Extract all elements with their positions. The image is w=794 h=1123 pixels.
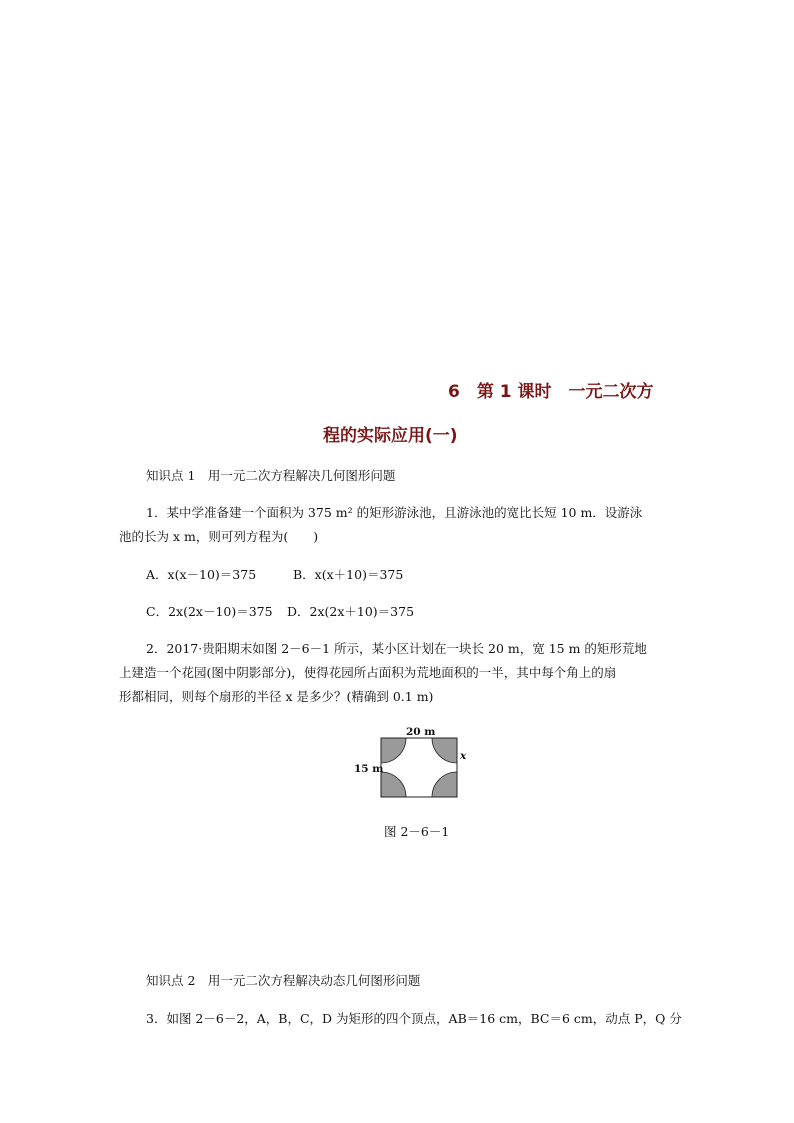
question-2-line1: 2．2017·贵阳期末如图 2－6－1 所示，某小区计划在一块长 20 m，宽 15 m 的矩形荒地	[146, 641, 647, 656]
corner-sector-bottom-left	[381, 772, 406, 797]
corner-sector-top-left	[381, 738, 406, 763]
question-2-line2: 上建造一个花园(图中阴影部分)，使得花园所占面积为荒地面积的一半，其中每个角上的扇	[119, 665, 617, 680]
question-1-line2: 池的长为 x m，则可列方程为( )	[119, 529, 319, 544]
figure-radius-label: x	[460, 750, 467, 762]
lesson-title-line2: 程的实际应用(一)	[323, 426, 458, 446]
question-1-option-c: C．2x(2x－10)＝375	[146, 604, 273, 619]
question-1-option-d: D．2x(2x＋10)＝375	[287, 604, 415, 619]
figure-width-label: 15 m	[354, 763, 384, 775]
question-1-option-b: B．x(x＋10)＝375	[293, 567, 404, 582]
lesson-title-line1: 6 第 1 课时 一元二次方	[448, 382, 654, 402]
question-3-line1: 3．如图 2－6－2，A，B，C，D 为矩形的四个顶点，AB＝16 cm，BC＝6 cm，动点 P，Q 分	[146, 1011, 682, 1026]
question-1-line1: 1．某中学准备建一个面积为 375 m² 的矩形游泳池，且游泳池的宽比长短 10 m．设游泳	[146, 505, 643, 520]
corner-sector-bottom-right	[432, 772, 457, 797]
section-heading-2: 知识点 2 用一元二次方程解决动态几何图形问题	[146, 973, 421, 988]
section-heading-1: 知识点 1 用一元二次方程解决几何图形问题	[146, 468, 396, 483]
garden-figure	[350, 724, 480, 804]
question-2-line3: 形都相同，则每个扇形的半径 x 是多少？(精确到 0.1 m)	[119, 689, 434, 704]
figure-caption: 图 2－6－1	[384, 824, 450, 839]
question-1-option-a: A．x(x－10)＝375	[146, 567, 257, 582]
figure-length-label: 20 m	[406, 726, 436, 738]
corner-sector-top-right	[432, 738, 457, 763]
